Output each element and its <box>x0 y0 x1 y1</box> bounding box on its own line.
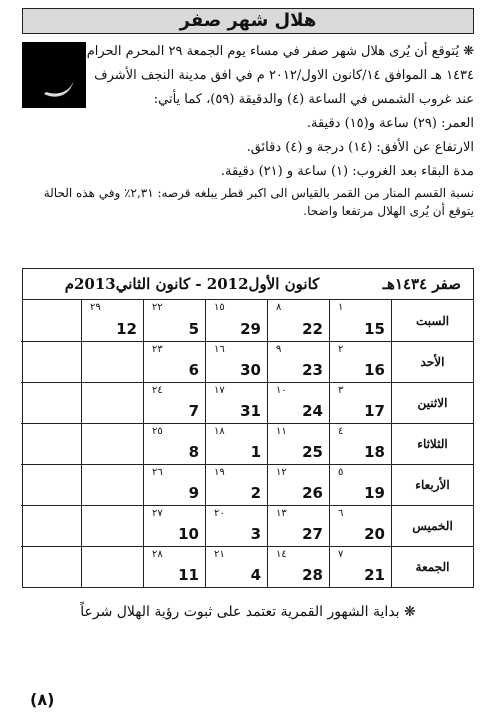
hijri-date: ٩ <box>276 344 282 355</box>
calendar-cell <box>267 341 329 382</box>
gregorian-date: 18 <box>364 443 385 461</box>
hijri-date: ٢٥ <box>152 426 163 437</box>
calendar-cell <box>329 300 391 341</box>
gregorian-date: 8 <box>188 443 199 461</box>
hijri-date: ١١ <box>276 426 287 437</box>
gregorian-date: 1 <box>250 443 261 461</box>
intro-line: عند غروب الشمس في الساعة (٤) والدقيقة (٥٩)، كما يأتي: <box>153 92 474 107</box>
hijri-date: ٣ <box>338 385 344 396</box>
calendar-cell <box>143 423 205 464</box>
gregorian-date: 20 <box>364 525 385 543</box>
calendar-cell <box>143 546 205 587</box>
calendar-cell <box>205 423 267 464</box>
hijri-date: ١٢ <box>276 467 287 478</box>
calendar-cell <box>267 423 329 464</box>
gregorian-date: 4 <box>250 566 261 584</box>
gregorian-date: 30 <box>240 361 261 379</box>
hijri-date: ١٧ <box>214 385 225 396</box>
day-name: الأربعاء <box>391 464 473 505</box>
hijri-date: ١٨ <box>214 426 225 437</box>
intro-line: العمر: (٢٩) ساعة و(١٥) دقيقة. <box>306 116 474 131</box>
gregorian-date: 23 <box>302 361 323 379</box>
hijri-date: ٢٧ <box>152 508 163 519</box>
calendar-cell <box>205 300 267 341</box>
day-name: الخميس <box>391 505 473 546</box>
calendar-cell <box>21 464 81 505</box>
gregorian-date: 2 <box>250 484 261 502</box>
hijri-date: ٢٨ <box>152 549 163 560</box>
page-number: (٨) <box>30 690 55 709</box>
calendar-cell <box>329 341 391 382</box>
day-name: السبت <box>391 300 473 341</box>
calendar-cell <box>81 382 143 423</box>
calendar-cell <box>81 546 143 587</box>
calendar-cell <box>143 464 205 505</box>
calendar-cell <box>21 341 81 382</box>
day-name: الثلاثاء <box>391 423 473 464</box>
gregorian-date: 9 <box>188 484 199 502</box>
calendar-cell <box>81 423 143 464</box>
calendar-cell <box>143 505 205 546</box>
hijri-date: ٢٣ <box>152 344 163 355</box>
calendar-cell <box>205 382 267 423</box>
calendar-cell <box>143 300 205 341</box>
gregorian-date: 5 <box>188 320 199 338</box>
calendar-cell <box>205 341 267 382</box>
gregorian-date: 6 <box>188 361 199 379</box>
calendar-range: كانون الأول2012 - كانون الثاني2013م <box>64 275 320 293</box>
footnote: ❋ بداية الشهور القمرية تعتمد على ثبوت رؤية الهلال شرعاً <box>80 604 416 620</box>
gregorian-date: 12 <box>116 320 137 338</box>
gregorian-date: 15 <box>364 320 385 338</box>
calendar-cell <box>205 546 267 587</box>
hijri-date: ٨ <box>276 302 282 313</box>
hijri-date: ٧ <box>338 549 344 560</box>
calendar-grid <box>23 300 473 587</box>
gregorian-date: 17 <box>364 402 385 420</box>
hijri-date: ٢٢ <box>152 302 163 313</box>
hijri-date: ٢٤ <box>152 385 163 396</box>
hijri-date: ١٤ <box>276 549 287 560</box>
calendar-cell <box>267 300 329 341</box>
calendar-cell <box>81 300 143 341</box>
gregorian-date: 3 <box>250 525 261 543</box>
gregorian-date: 16 <box>364 361 385 379</box>
calendar-cell <box>21 505 81 546</box>
gregorian-date: 31 <box>240 402 261 420</box>
intro-line: الارتفاع عن الأفق: (١٤) درجة و (٤) دقائق. <box>246 140 474 155</box>
hijri-date: ٥ <box>338 467 344 478</box>
hijri-date: ٢٦ <box>152 467 163 478</box>
hijri-date: ٦ <box>338 508 344 519</box>
day-name: الأحد <box>391 341 473 382</box>
calendar-cell <box>81 341 143 382</box>
calendar-cell <box>329 423 391 464</box>
calendar-cell <box>21 300 81 341</box>
calendar-cell <box>329 382 391 423</box>
calendar-header <box>23 269 473 300</box>
gregorian-date: 29 <box>240 320 261 338</box>
hijri-date: ٢ <box>338 344 344 355</box>
gregorian-date: 7 <box>188 402 199 420</box>
gregorian-date: 21 <box>364 566 385 584</box>
gregorian-date: 25 <box>302 443 323 461</box>
gregorian-date: 10 <box>178 525 199 543</box>
intro-line: ١٤٣٤ هـ الموافق ١٤/كانون الاول/٢٠١٢ م في افق مدينة النجف الأشرف <box>94 68 474 83</box>
calendar-cell <box>143 341 205 382</box>
calendar-cell <box>21 382 81 423</box>
calendar-cell <box>205 464 267 505</box>
calendar-month: صفر ١٤٣٤هـ <box>382 275 461 293</box>
hijri-date: ٢١ <box>214 549 225 560</box>
gregorian-date: 22 <box>302 320 323 338</box>
hijri-date: ١٠ <box>276 385 287 396</box>
calendar-cell <box>143 382 205 423</box>
calendar-cell <box>21 423 81 464</box>
calendar-table <box>22 268 474 588</box>
gregorian-date: 28 <box>302 566 323 584</box>
calendar-cell <box>329 546 391 587</box>
calendar-cell <box>329 464 391 505</box>
calendar-cell <box>81 505 143 546</box>
gregorian-date: 19 <box>364 484 385 502</box>
day-name: الجمعة <box>391 546 473 587</box>
calendar-cell <box>267 382 329 423</box>
hijri-date: ١٥ <box>214 302 225 313</box>
hijri-date: ٤ <box>338 426 344 437</box>
hijri-date: ١٣ <box>276 508 287 519</box>
hijri-date: ٢٩ <box>90 302 101 313</box>
calendar-cell <box>81 464 143 505</box>
calendar-cell <box>329 505 391 546</box>
intro-line: مدة البقاء بعد الغروب: (١) ساعة و (٢١) دقيقة. <box>220 164 474 179</box>
hijri-date: ١٩ <box>214 467 225 478</box>
hijri-date: ٢٠ <box>214 508 225 519</box>
intro-line: نسبة القسم المنار من القمر بالقياس الى اكبر قطر يبلغه قرصه: ٢,٣١٪ وفي هذه الحالة <box>43 186 474 200</box>
hijri-date: ١ <box>338 302 344 313</box>
gregorian-date: 11 <box>178 566 199 584</box>
intro-text <box>22 40 474 220</box>
day-name: الاثنين <box>391 382 473 423</box>
calendar-cell <box>205 505 267 546</box>
intro-line: ❋ يُتوقع أن يُرى هلال شهر صفر في مساء يوم الجمعة ٢٩ المحرم الحرام <box>86 44 474 59</box>
calendar-cell <box>21 546 81 587</box>
calendar-cell <box>267 546 329 587</box>
hijri-date: ١٦ <box>214 344 225 355</box>
page-title: هلال شهر صفر <box>22 8 474 34</box>
gregorian-date: 26 <box>302 484 323 502</box>
gregorian-date: 24 <box>302 402 323 420</box>
gregorian-date: 27 <box>302 525 323 543</box>
calendar-cell <box>267 464 329 505</box>
calendar-cell <box>267 505 329 546</box>
intro-line: يتوقع أن يُرى الهلال مرتفعا واضحا. <box>303 204 474 218</box>
